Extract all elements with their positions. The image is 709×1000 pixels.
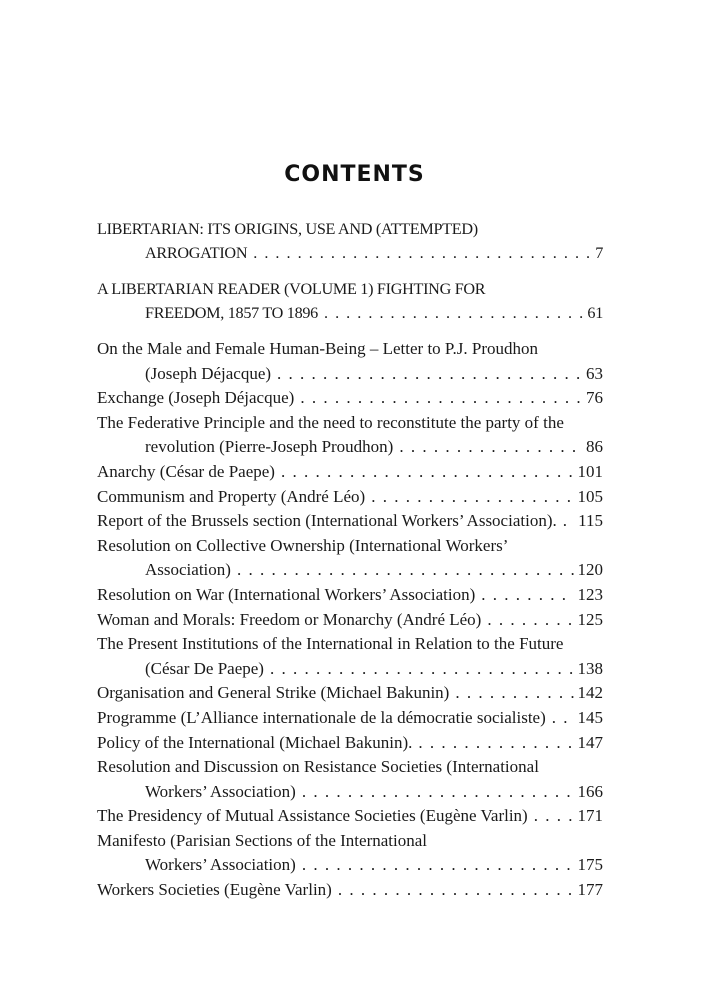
toc-entry-title: Report of the Brussels section (International Workers’ Association). xyxy=(97,511,557,531)
toc-page-number: 171 xyxy=(577,806,603,826)
toc-entry-line xyxy=(97,853,603,878)
toc-entry-line xyxy=(97,217,603,241)
toc-page-number: 177 xyxy=(577,880,603,900)
toc-entry-title: The Present Institutions of the International in Relation to the Future xyxy=(97,634,564,654)
toc-entry[interactable] xyxy=(97,731,603,756)
toc-page-number: 120 xyxy=(577,560,603,580)
toc-entry-title: LIBERTARIAN: ITS ORIGINS, USE AND (ATTEMPTED) xyxy=(97,220,478,238)
toc-entry[interactable] xyxy=(97,878,603,903)
toc-entry-title: Policy of the International (Michael Bakunin). xyxy=(97,732,413,752)
toc-page-number: 138 xyxy=(577,658,603,678)
toc-entry-line xyxy=(97,608,603,633)
toc-entry-line xyxy=(97,632,603,657)
toc-entry-title: Programme (L’Alliance internationale de la démocratie socialiste) xyxy=(97,707,546,727)
toc-entry[interactable] xyxy=(97,386,603,411)
toc-page-number: 175 xyxy=(577,855,603,875)
toc-entry-line xyxy=(97,829,603,854)
dot-leader xyxy=(455,681,573,706)
toc-entry-line xyxy=(97,583,603,608)
table-of-contents xyxy=(97,217,603,903)
toc-entry-line xyxy=(97,485,603,510)
dot-leader xyxy=(552,706,574,731)
toc-entry-line xyxy=(97,657,603,682)
toc-page-number: 125 xyxy=(577,609,603,629)
toc-entry[interactable] xyxy=(97,804,603,829)
dot-leader xyxy=(371,485,573,510)
dot-leader xyxy=(300,386,582,411)
page-title: CONTENTS xyxy=(284,162,425,187)
toc-part-entry[interactable] xyxy=(97,277,603,325)
toc-entry[interactable] xyxy=(97,411,603,460)
toc-part-entry[interactable] xyxy=(97,217,603,265)
toc-entry-title: Organisation and General Strike (Michael Bakunin) xyxy=(97,683,450,703)
toc-entry-line xyxy=(97,878,603,903)
toc-page-number: 147 xyxy=(577,732,603,752)
toc-entry-line xyxy=(97,337,603,362)
toc-entry-line xyxy=(97,386,603,411)
toc-entry-title: Workers Societies (Eugène Varlin) xyxy=(97,880,332,900)
toc-entry-line xyxy=(97,277,603,301)
dot-leader xyxy=(253,241,591,265)
toc-entry-title: The Federative Principle and the need to reconstitute the party of the xyxy=(97,412,564,432)
toc-entry[interactable] xyxy=(97,829,603,878)
toc-page-number: 7 xyxy=(595,244,603,262)
dot-leader xyxy=(270,657,574,682)
toc-entry-title: (César De Paepe) xyxy=(145,658,264,678)
dot-leader xyxy=(418,731,573,756)
toc-entry[interactable] xyxy=(97,337,603,386)
dot-leader xyxy=(563,509,574,534)
toc-entry-line xyxy=(97,804,603,829)
toc-entry-line xyxy=(97,534,603,559)
toc-entry-line xyxy=(97,241,603,265)
toc-entry-line xyxy=(97,681,603,706)
toc-page-number: 145 xyxy=(577,707,603,727)
toc-entry[interactable] xyxy=(97,632,603,681)
dot-leader xyxy=(302,780,574,805)
dot-leader xyxy=(399,435,582,460)
toc-entry-title: Communism and Property (André Léo) xyxy=(97,486,366,506)
dot-leader xyxy=(487,608,573,633)
toc-entry-line xyxy=(97,558,603,583)
toc-entry-line xyxy=(97,362,603,387)
toc-entry[interactable] xyxy=(97,509,603,534)
toc-entry-title: Workers’ Association) xyxy=(145,781,296,801)
toc-entry-title: Resolution and Discussion on Resistance Societies (International xyxy=(97,757,539,777)
toc-entry-title: On the Male and Female Human-Being – Letter to P.J. Proudhon xyxy=(97,339,538,358)
toc-entry-title: (Joseph Déjacque) xyxy=(145,363,272,383)
toc-page-number: 61 xyxy=(587,304,603,322)
toc-entry-title: Resolution on War (International Workers’ Association) xyxy=(97,584,476,604)
toc-entry-line xyxy=(97,301,603,325)
toc-entry-title: ARROGATION xyxy=(145,244,248,262)
toc-entry-line xyxy=(97,780,603,805)
toc-page-number: 76 xyxy=(586,388,603,408)
toc-entry-line xyxy=(97,755,603,780)
dot-leader xyxy=(237,558,574,583)
toc-entry[interactable] xyxy=(97,706,603,731)
toc-entry-title: Manifesto (Parisian Sections of the International xyxy=(97,830,427,850)
toc-entry-title: revolution (Pierre-Joseph Proudhon) xyxy=(145,437,394,457)
toc-page-number: 166 xyxy=(577,781,603,801)
toc-entry[interactable] xyxy=(97,534,603,583)
toc-entry-title: FREEDOM, 1857 TO 1896 xyxy=(145,304,318,322)
dot-leader xyxy=(324,301,583,325)
toc-entry[interactable] xyxy=(97,608,603,633)
toc-entry[interactable] xyxy=(97,681,603,706)
dot-leader xyxy=(481,583,573,608)
dot-leader xyxy=(534,804,574,829)
toc-entry-title: The Presidency of Mutual Assistance Societies (Eugène Varlin) xyxy=(97,806,528,826)
toc-entry-title: Anarchy (César de Paepe) xyxy=(97,461,275,481)
toc-page-number: 101 xyxy=(577,461,603,481)
dot-leader xyxy=(302,853,574,878)
toc-entry-line xyxy=(97,706,603,731)
toc-entry-line xyxy=(97,435,603,460)
toc-entry-title: Association) xyxy=(145,560,231,580)
toc-entry-line xyxy=(97,411,603,436)
toc-entry-title: Workers’ Association) xyxy=(145,855,296,875)
toc-entry-title: Woman and Morals: Freedom or Monarchy (André Léo) xyxy=(97,609,482,629)
toc-entry[interactable] xyxy=(97,583,603,608)
dot-leader xyxy=(281,460,574,485)
toc-page-number: 63 xyxy=(586,363,603,383)
toc-entry[interactable] xyxy=(97,485,603,510)
toc-entry-title: Resolution on Collective Ownership (International Workers’ xyxy=(97,535,509,555)
toc-page-number: 115 xyxy=(578,511,603,531)
toc-entry-line xyxy=(97,731,603,756)
toc-entry-line xyxy=(97,460,603,485)
toc-page-number: 86 xyxy=(586,437,603,457)
toc-page-number: 123 xyxy=(577,584,603,604)
toc-entry-line xyxy=(97,509,603,534)
toc-entry[interactable] xyxy=(97,460,603,485)
dot-leader xyxy=(338,878,574,903)
toc-entry-title: A LIBERTARIAN READER (VOLUME 1) FIGHTING FOR xyxy=(97,280,486,298)
dot-leader xyxy=(277,362,582,387)
toc-entry-title: Exchange (Joseph Déjacque) xyxy=(97,388,295,408)
toc-entry[interactable] xyxy=(97,755,603,804)
toc-page-number: 105 xyxy=(577,486,603,506)
toc-page-number: 142 xyxy=(577,683,603,703)
